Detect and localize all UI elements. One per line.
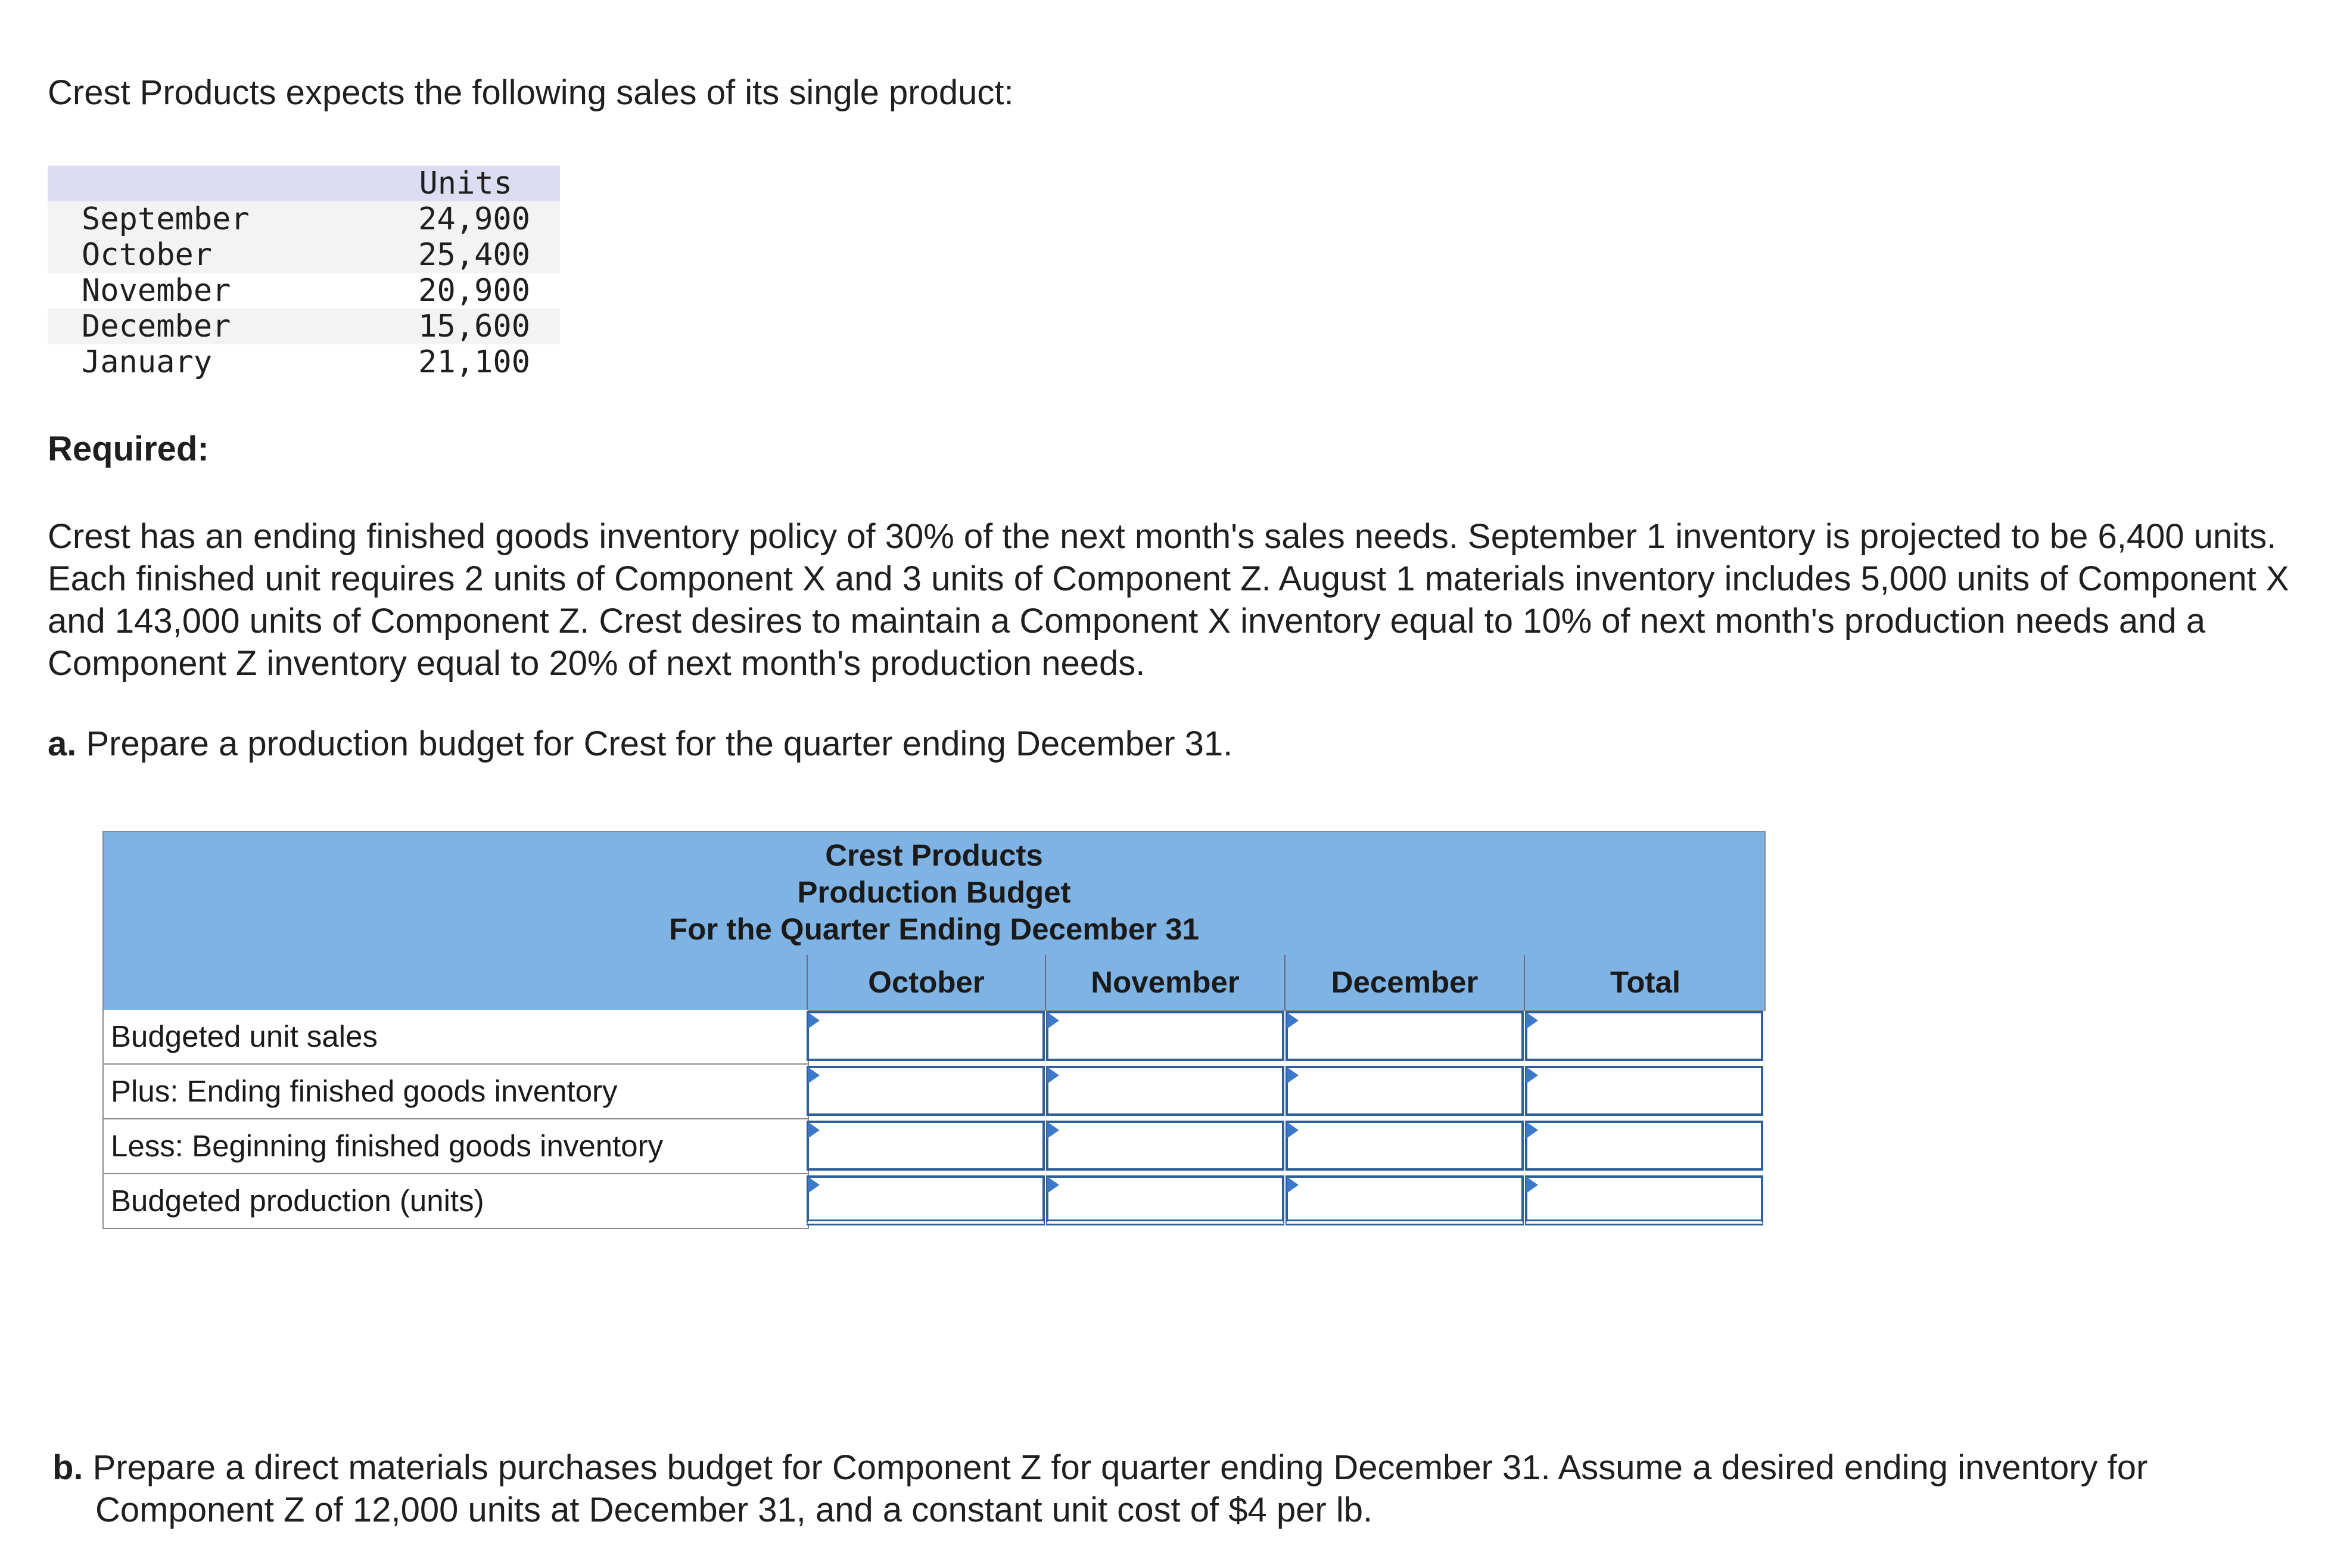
cell-marker-icon [808,1012,820,1029]
problem-paragraph: Crest has an ending finished goods inventory policy of 30% of the next month's sales needs. September 1 inventory is projected to be 6,400 units. Each finished unit requires 2 units of Component X and 3 units of Component Z. August 1 materials inventory includes 5,000 units of Component X and 143,000 units of Component Z. Crest desires to maintain a Component X inventory equal to 10% of next month's production needs and a Component Z inventory equal to 20% of next month's production needs. [48,517,2289,683]
budget-title: Production Budget [797,875,1071,909]
input-unit-sales-november[interactable] [1048,1013,1282,1059]
cell-marker-icon [1047,1012,1059,1029]
cell-marker-icon [1287,1177,1299,1193]
part-b-text: Prepare a direct materials purchases budget for Component Z for quarter ending December 31. Assume a desired ending inventory for Component Z of 12,000 units at December 31, and a constant unit cost of $4 per lb. [92,1448,2148,1529]
budget-header [102,831,1766,956]
sales-units: 15,600 [418,309,530,344]
units-header: Units [419,166,512,201]
sales-units: 25,400 [418,237,530,273]
cell-marker-icon [1047,1177,1059,1193]
budget-column-headers [102,955,1766,1011]
cell-ending-inventory-november[interactable] [1046,1066,1284,1116]
cell-ending-inventory-december[interactable] [1286,1066,1524,1116]
cell-marker-icon [1526,1012,1538,1029]
part-b-letter: b. [52,1448,83,1487]
budget-row-beginning-inventory [102,1119,809,1174]
cell-marker-icon [1526,1122,1538,1138]
sales-month: October [82,237,213,273]
sales-units: 24,900 [418,201,530,237]
sales-units: 21,100 [418,344,530,380]
sales-row [48,273,560,309]
input-production-total[interactable] [1527,1178,1761,1219]
row-label: Budgeted production (units) [111,1184,484,1218]
cell-ending-inventory-october[interactable] [807,1066,1045,1116]
cell-marker-icon [808,1067,820,1084]
row-label: Plus: Ending finished goods inventory [111,1074,618,1108]
budget-company: Crest Products [825,838,1043,872]
cell-unit-sales-total[interactable] [1525,1011,1763,1061]
input-unit-sales-october[interactable] [809,1013,1042,1059]
row-label: Budgeted unit sales [111,1019,378,1053]
input-unit-sales-total[interactable] [1527,1013,1761,1059]
column-header-total: Total [1524,955,1766,1010]
cell-marker-icon [1287,1012,1299,1029]
cell-beginning-inventory-october[interactable] [807,1121,1045,1171]
input-ending-inventory-total[interactable] [1527,1068,1761,1113]
cell-beginning-inventory-total[interactable] [1525,1121,1763,1171]
required-heading: Required: [48,430,209,468]
cell-production-total[interactable] [1525,1175,1763,1225]
cell-marker-icon [1287,1067,1299,1084]
sales-month: January [82,344,213,380]
input-beginning-inventory-total[interactable] [1527,1123,1761,1168]
cell-marker-icon [1526,1177,1538,1193]
input-production-october[interactable] [809,1178,1042,1219]
cell-marker-icon [1287,1122,1299,1138]
sales-month: November [82,273,231,309]
column-header-december: December [1284,955,1524,1010]
cell-beginning-inventory-december[interactable] [1286,1121,1524,1171]
input-ending-inventory-october[interactable] [809,1068,1042,1113]
sales-row [48,201,560,237]
input-beginning-inventory-december[interactable] [1288,1123,1521,1168]
cell-beginning-inventory-november[interactable] [1046,1121,1284,1171]
sales-units: 20,900 [418,273,530,309]
cell-marker-icon [1047,1067,1059,1084]
budget-row-unit-sales [102,1010,809,1065]
part-b-instruction [52,1446,2299,1531]
cell-marker-icon [1047,1122,1059,1138]
cell-production-october[interactable] [807,1175,1045,1225]
part-a-text: Prepare a production budget for Crest for the quarter ending December 31. [86,724,1233,763]
production-budget [102,831,1764,1230]
sales-table [48,166,560,380]
row-label: Less: Beginning finished goods inventory [111,1129,664,1163]
cell-marker-icon [808,1177,820,1193]
sales-row [48,344,560,380]
input-beginning-inventory-october[interactable] [809,1123,1042,1168]
input-production-november[interactable] [1048,1178,1282,1219]
cell-marker-icon [1526,1067,1538,1084]
cell-production-december[interactable] [1286,1175,1524,1225]
cell-unit-sales-october[interactable] [807,1011,1045,1061]
cell-ending-inventory-total[interactable] [1525,1066,1763,1116]
part-a-instruction [48,723,1232,765]
sales-month: December [82,309,231,344]
part-a-letter: a. [48,724,77,763]
cell-unit-sales-december[interactable] [1286,1011,1524,1061]
sales-month: September [82,201,250,237]
budget-period: For the Quarter Ending December 31 [669,912,1199,946]
sales-table-header [48,166,560,201]
input-production-december[interactable] [1288,1178,1521,1219]
input-ending-inventory-december[interactable] [1288,1068,1521,1113]
budget-row-production [102,1174,809,1229]
sales-row [48,237,560,273]
budget-row-ending-inventory [102,1065,809,1119]
column-header-october: October [807,955,1045,1010]
input-beginning-inventory-november[interactable] [1048,1123,1282,1168]
cell-production-november[interactable] [1046,1175,1284,1225]
sales-row [48,309,560,344]
intro-text: Crest Products expects the following sales of its single product: [48,73,1014,112]
input-ending-inventory-november[interactable] [1048,1068,1282,1113]
cell-unit-sales-november[interactable] [1046,1011,1284,1061]
input-unit-sales-december[interactable] [1288,1013,1521,1059]
cell-marker-icon [808,1122,820,1138]
column-header-november: November [1045,955,1284,1010]
